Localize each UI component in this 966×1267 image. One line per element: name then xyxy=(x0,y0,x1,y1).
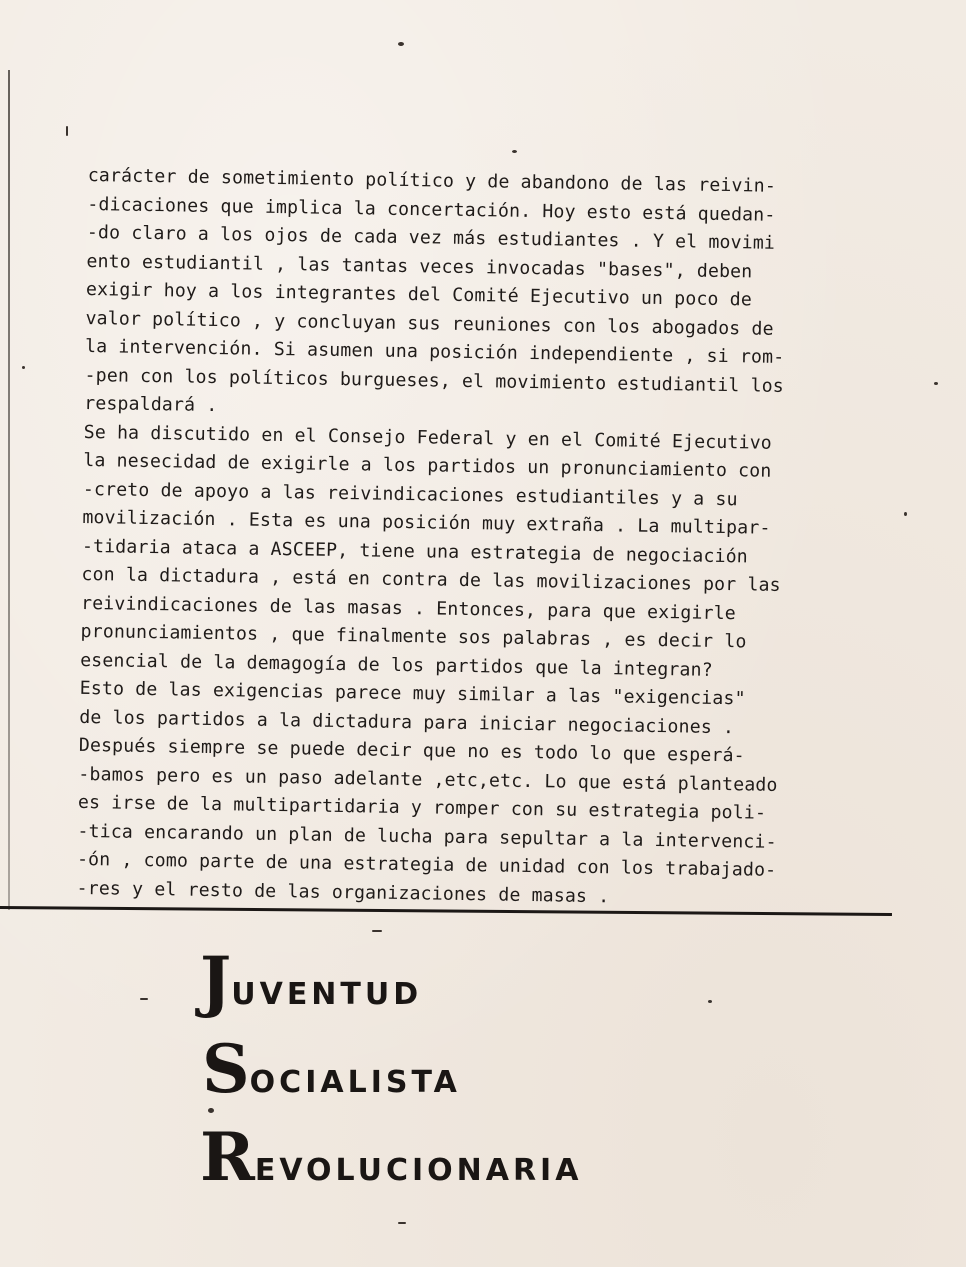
ink-speck xyxy=(934,382,938,385)
text-line: Se ha discutido en el Consejo Federal y en el Comité Ejecutivo xyxy=(83,421,773,454)
ink-speck xyxy=(904,512,907,516)
ink-speck xyxy=(140,998,148,1000)
text-line: -dicaciones que implica la concertación. Hoy esto está quedan- xyxy=(87,193,776,226)
ink-speck xyxy=(22,366,25,369)
logo-word-juventud xyxy=(200,942,582,1036)
logo-word-socialista xyxy=(202,1030,582,1124)
text-line: -tidaria ataca a ASCEEP, tiene una estrategia de negociación xyxy=(81,535,749,567)
logo-initial: J xyxy=(200,942,232,1020)
text-line: de los partidos a la dictadura para iniciar negociaciones . xyxy=(79,706,735,738)
text-line: con la dictadura , está en contra de las movilizaciones por las xyxy=(81,563,781,596)
text-line: ento estudiantil , las tantas veces invocadas "bases", deben xyxy=(86,250,753,282)
text-line: -pen con los políticos burgueses, el movimiento estudiantil los xyxy=(84,364,785,397)
text-line: reivindicaciones de las masas . Entonces, para que exigirle xyxy=(80,592,737,624)
logo-initial: R xyxy=(200,1118,255,1196)
text-line: -bamos pero es un paso adelante ,etc,etc. Lo que está planteado xyxy=(78,763,778,796)
logo-word-rest: EVOLUCIONARIA xyxy=(254,1153,583,1188)
ink-speck xyxy=(708,1000,712,1003)
text-line: Esto de las exigencias parece muy similar a las "exigencias" xyxy=(79,677,746,710)
logo-word-revolucionaria xyxy=(200,1118,583,1212)
text-line: es irse de la multipartidaria y romper con su estrategia poli- xyxy=(77,791,767,824)
ink-speck xyxy=(66,126,68,136)
logo-word-rest: OCIALISTA xyxy=(249,1065,461,1100)
text-line: movilización . Esta es una posición muy extraña . La multipar- xyxy=(82,506,771,539)
text-line: la nesecidad de exigirle a los partidos un pronunciamiento con xyxy=(83,449,772,482)
ink-speck xyxy=(372,930,382,932)
text-line: la intervención. Si asumen una posición independiente , si rom- xyxy=(84,335,785,368)
text-line: -creto de apoyo a las reivindicaciones estudiantiles y a su xyxy=(82,478,738,510)
text-line: -tica encarando un plan de lucha para sepultar a la intervenci- xyxy=(77,820,777,853)
text-line: -do claro a los ojos de cada vez más estudiantes . Y el movimi xyxy=(86,221,776,254)
text-line: carácter de sometimiento político y de abandono de las reivin- xyxy=(87,164,777,197)
text-line: esencial de la demagogía de los partidos que la integran? xyxy=(80,649,713,681)
text-line: -ón , como parte de una estrategia de unidad con los trabajado- xyxy=(76,848,777,881)
body-text xyxy=(76,162,848,915)
ink-speck xyxy=(398,1222,406,1224)
page-edge-shadow xyxy=(8,70,10,910)
text-line: pronunciamientos , que finalmente sos palabras , es decir lo xyxy=(80,620,747,653)
logo-initial: S xyxy=(202,1030,250,1108)
ink-speck xyxy=(512,150,517,153)
text-line: exigir hoy a los integrantes del Comité Ejecutivo un poco de xyxy=(85,278,753,311)
ink-speck xyxy=(398,42,404,46)
text-line: -res y el resto de las organizaciones de masas . xyxy=(76,877,610,907)
logo-word-rest: UVENTUD xyxy=(231,977,423,1012)
text-line: Después siempre se puede decir que no es todo lo que esperá- xyxy=(78,734,745,767)
text-line: valor político , y concluyan sus reuniones con los abogados de xyxy=(85,307,774,340)
organization-logo xyxy=(200,942,583,1212)
text-line: respaldará . xyxy=(84,392,218,417)
